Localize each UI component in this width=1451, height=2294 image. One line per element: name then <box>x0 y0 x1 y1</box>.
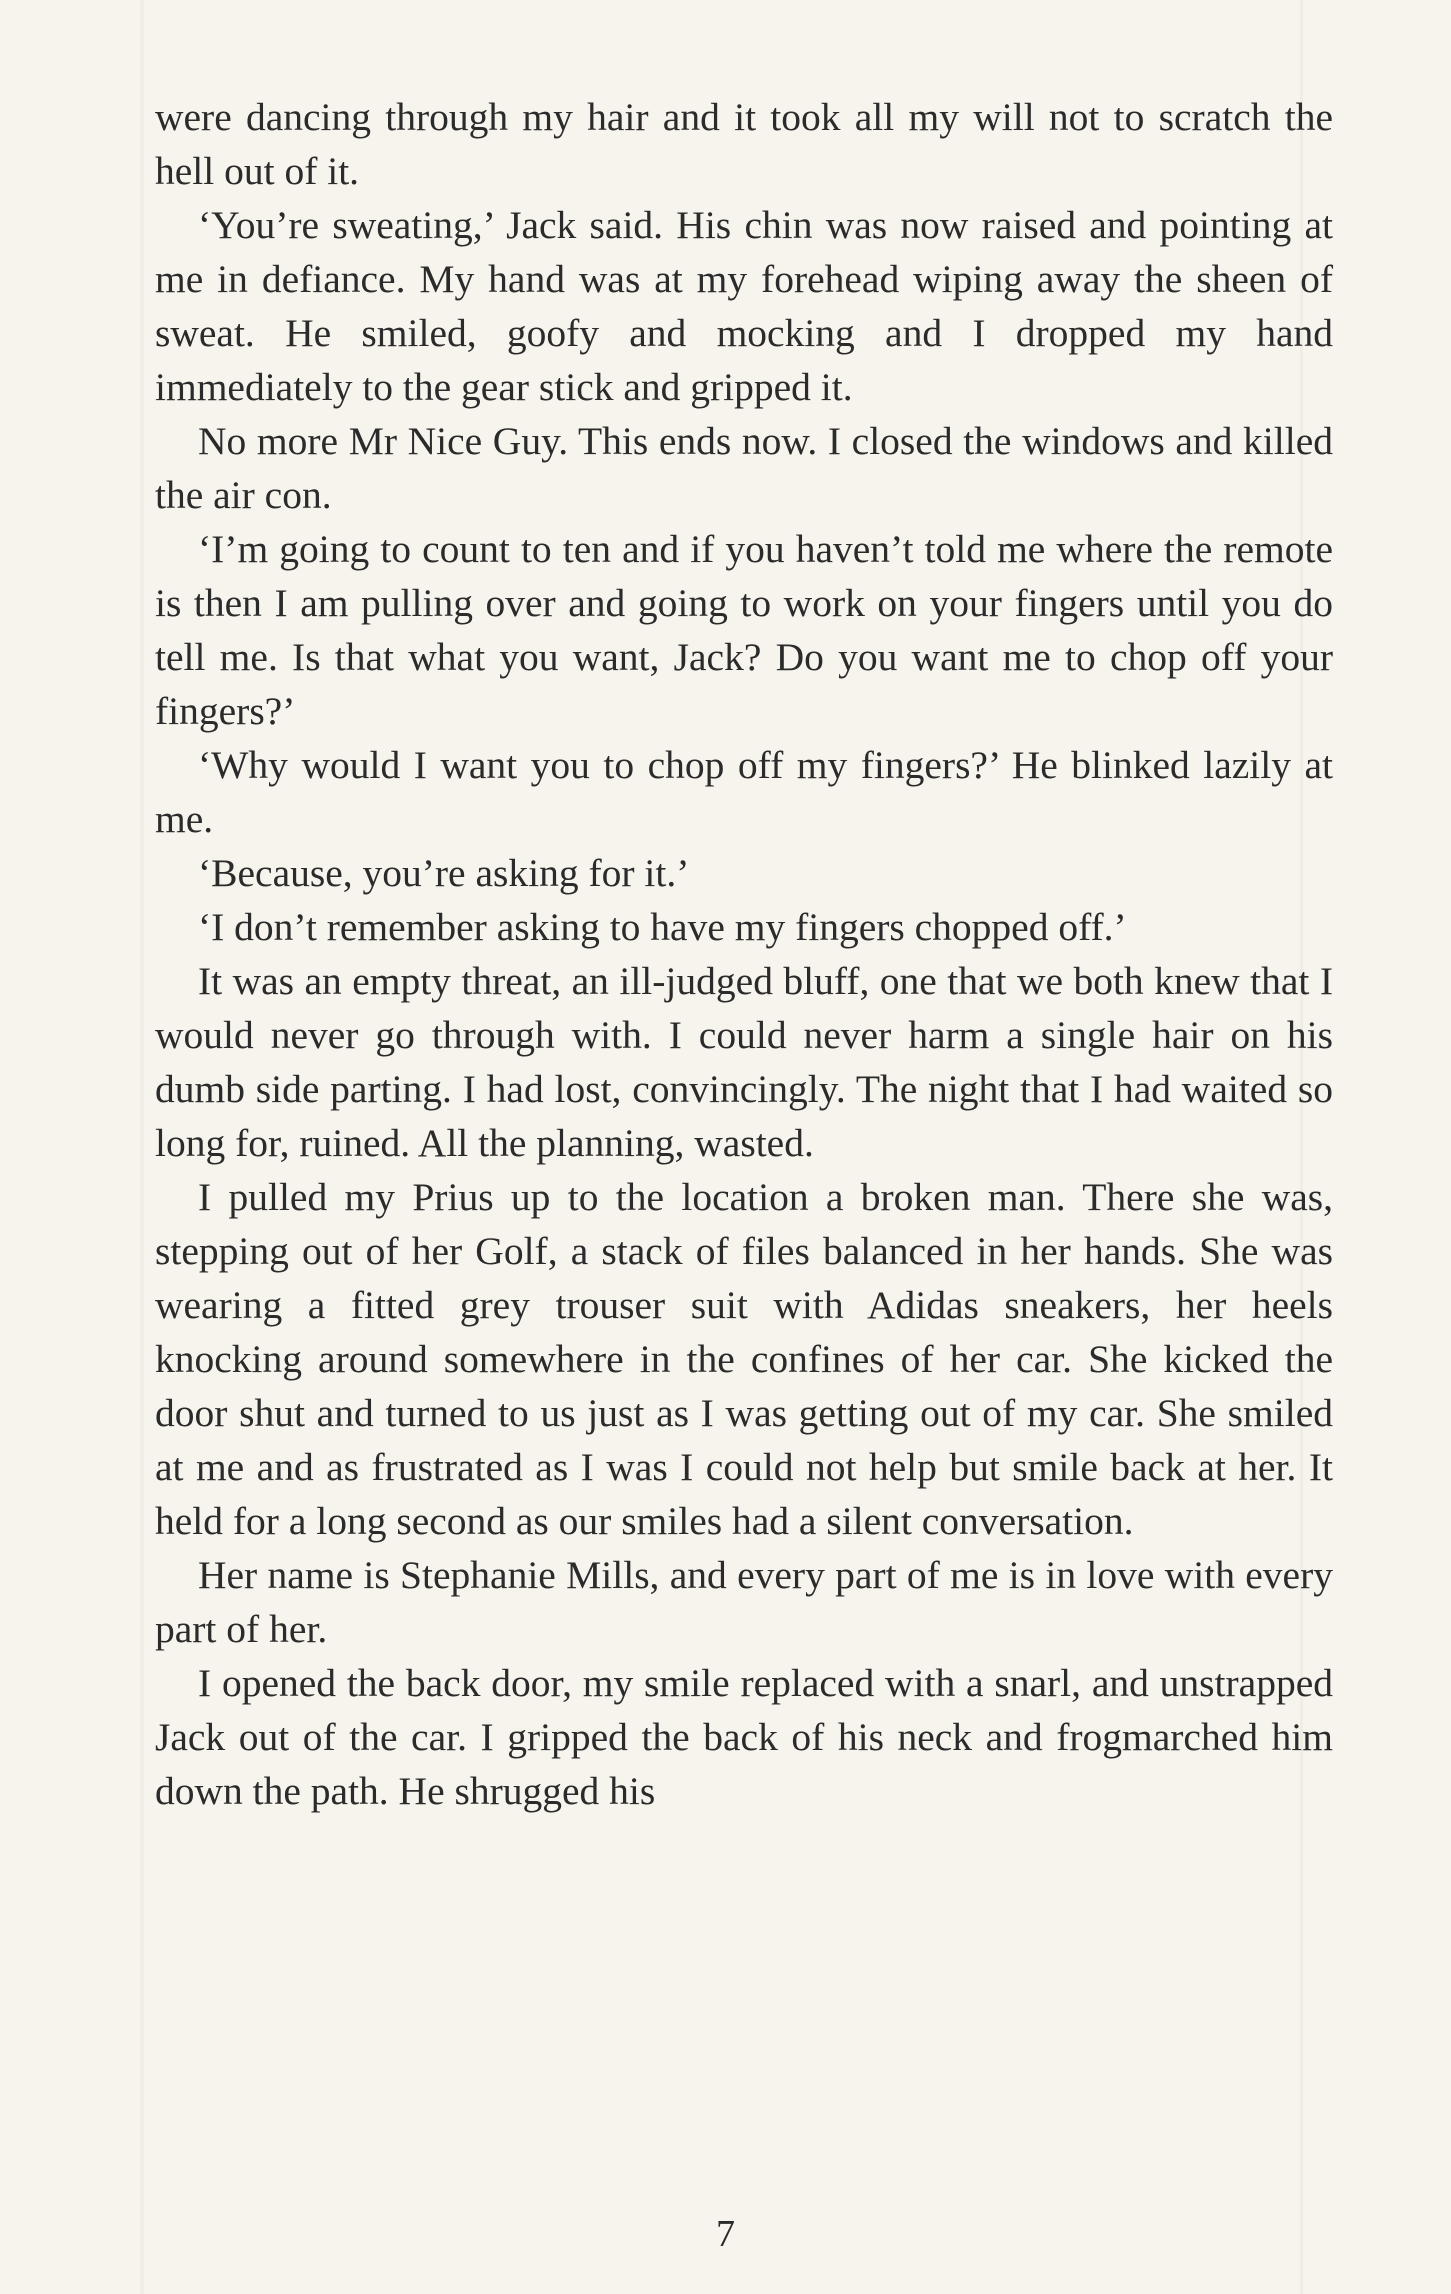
paragraph: ‘You’re sweating,’ Jack said. His chin was now raised and pointing at me in defiance. My hand was at my forehead wiping away the sheen of sweat. He smiled, goofy and mocking and I dropped my hand immediately to the gear stick and gripped it. <box>155 203 1333 409</box>
paragraph: ‘I don’t remember asking to have my fingers chopped off.’ <box>198 905 1127 949</box>
paragraph: I opened the back door, my smile replaced with a snarl, and unstrapped Jack out of the car. I gripped the back of his neck and frogmarched him down the path. He shrugged his <box>155 1661 1333 1813</box>
paragraph: ‘Why would I want you to chop off my fingers?’ He blinked lazily at me. <box>155 743 1333 841</box>
paragraph: No more Mr Nice Guy. This ends now. I closed the windows and killed the air con. <box>155 419 1333 517</box>
paragraph: I pulled my Prius up to the location a broken man. There she was, stepping out of her Golf, a stack of files balanced in her hands. She was wearing a fitted grey trouser suit with Adidas sneakers, her heels knocking around somewhere in the confines of her car. She kicked the door shut and turned to us just as I was getting out of my car. She smiled at me and as frustrated as I was I could not help but smile back at her. It held for a long second as our smiles had a silent conversation. <box>155 1175 1333 1543</box>
paragraph: It was an empty threat, an ill-judged bluff, one that we both knew that I would never go through with. I could never harm a single hair on his dumb side parting. I had lost, convincingly. The night that I had waited so long for, ruined. All the planning, wasted. <box>155 959 1333 1165</box>
paragraph: ‘I’m going to count to ten and if you haven’t told me where the remote is then I am pulling over and going to work on your fingers until you do tell me. Is that what you want, Jack? Do you want me to chop off your fingers?’ <box>155 527 1333 733</box>
body-text <box>155 90 1333 1818</box>
paragraph: were dancing through my hair and it took all my will not to scratch the hell out of it. <box>155 95 1333 193</box>
show-through-shadow <box>140 0 144 2294</box>
page-number: 7 <box>716 2213 735 2255</box>
paragraph: ‘Because, you’re asking for it.’ <box>198 851 690 895</box>
paragraph: Her name is Stephanie Mills, and every part of me is in love with every part of her. <box>155 1553 1333 1651</box>
